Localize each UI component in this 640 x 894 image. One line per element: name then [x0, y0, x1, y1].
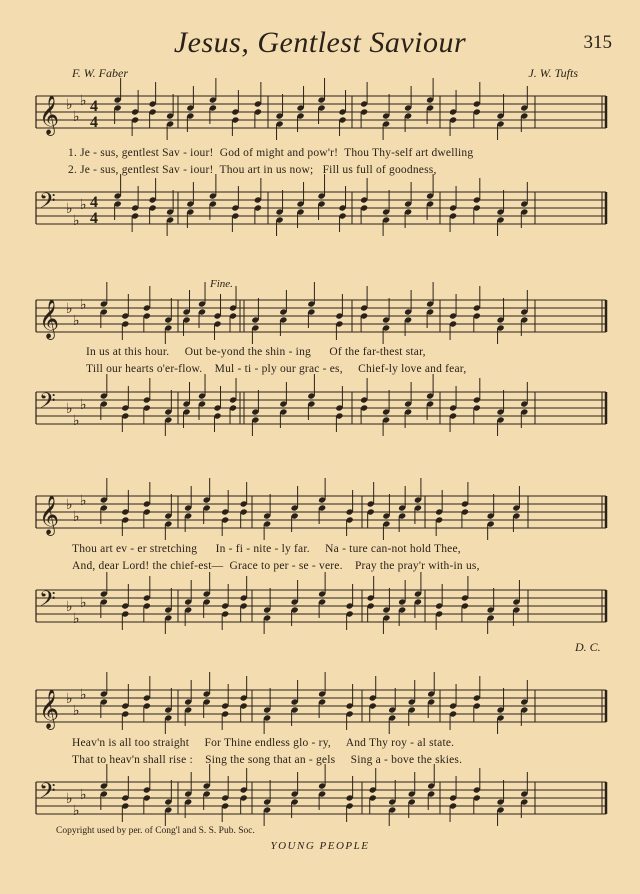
- svg-text:♭: ♭: [66, 97, 73, 113]
- svg-text:♭: ♭: [66, 691, 73, 707]
- treble-staff-system-4: [0, 684, 640, 734]
- music-composer: J. W. Tufts: [528, 66, 578, 80]
- svg-text:4: 4: [90, 210, 98, 227]
- bass-staff-system-4: [0, 776, 640, 826]
- svg-text:𝄞: 𝄞: [39, 495, 60, 535]
- lyric-verse-2-line-2: Till our hearts o'er-flow. Mul - ti - ply our grac - es, Chief-ly love and fear,: [86, 363, 467, 375]
- svg-text:♭: ♭: [66, 497, 73, 513]
- lyric-verse-1-line-4: Heav'n is all too straight For Thine endless glo - ry, And Thy roy - al state.: [72, 737, 455, 749]
- svg-text:4: 4: [90, 114, 98, 131]
- hymn-title: Jesus, Gentlest Saviour: [173, 26, 467, 59]
- svg-text:♭: ♭: [73, 611, 80, 627]
- svg-text:4: 4: [90, 194, 98, 211]
- svg-text:♭: ♭: [80, 493, 87, 509]
- svg-text:𝄞: 𝄞: [39, 689, 60, 729]
- bass-staff-system-3: [0, 584, 640, 634]
- lyric-verse-2-line-3: And, dear Lord! the chief-est— Grace to per - se - vere. Pray the pray'r with-in us,: [72, 560, 480, 572]
- lyric-verse-1-line-3: Thou art ev - er stretching In - fi - nite - ly far. Na - ture can-not hold Thee,: [72, 543, 461, 555]
- svg-text:♭: ♭: [80, 397, 87, 413]
- svg-text:𝄞: 𝄞: [39, 299, 60, 339]
- svg-text:♭: ♭: [80, 197, 87, 213]
- svg-text:♭: ♭: [80, 595, 87, 611]
- bass-staff-system-1: [0, 186, 640, 236]
- da-capo-mark: D. C.: [575, 640, 601, 654]
- svg-text:♭: ♭: [73, 313, 80, 329]
- svg-text:4: 4: [90, 98, 98, 115]
- svg-text:𝄢: 𝄢: [39, 389, 56, 419]
- lyric-verse-1-line-2: In us at this hour. Out be-yond the shin - ing Of the far-thest star,: [86, 346, 426, 358]
- svg-text:𝄢: 𝄢: [39, 779, 56, 809]
- svg-text:♭: ♭: [73, 109, 80, 125]
- svg-text:♭: ♭: [73, 213, 80, 229]
- fine-mark: Fine.: [210, 278, 233, 290]
- svg-text:𝄞: 𝄞: [39, 95, 60, 135]
- treble-staff-system-1: [0, 90, 640, 140]
- svg-text:♭: ♭: [73, 509, 80, 525]
- svg-text:𝄢: 𝄢: [39, 587, 56, 617]
- page-number: 315: [583, 32, 612, 53]
- bass-staff-system-2: [0, 386, 640, 436]
- svg-text:♭: ♭: [80, 93, 87, 109]
- treble-staff-system-3: [0, 490, 640, 540]
- svg-text:𝄢: 𝄢: [39, 189, 56, 219]
- svg-text:♭: ♭: [73, 803, 80, 819]
- svg-text:♭: ♭: [80, 787, 87, 803]
- svg-text:♭: ♭: [66, 201, 73, 217]
- section-footer: YOUNG PEOPLE: [270, 840, 370, 852]
- svg-text:♭: ♭: [66, 599, 73, 615]
- svg-text:♭: ♭: [73, 703, 80, 719]
- svg-text:♭: ♭: [66, 301, 73, 317]
- treble-staff-system-2: [0, 294, 640, 344]
- copyright-note: Copyright used by per. of Cong'l and S. S. Pub. Soc.: [56, 826, 255, 836]
- svg-text:♭: ♭: [66, 791, 73, 807]
- words-author: F. W. Faber: [72, 66, 129, 80]
- lyric-verse-2-line-1: 2. Je - sus, gentlest Sav - iour! Thou art in us now; Fill us full of goodness,: [68, 164, 437, 176]
- svg-text:♭: ♭: [73, 413, 80, 429]
- lyric-verse-2-line-4: That to heav'n shall rise : Sing the song that an - gels Sing a - bove the skies.: [72, 754, 463, 766]
- svg-text:♭: ♭: [66, 401, 73, 417]
- svg-text:♭: ♭: [80, 687, 87, 703]
- lyric-verse-1-line-1: 1. Je - sus, gentlest Sav - iour! God of might and pow'r! Thou Thy-self art dwelling: [68, 147, 474, 159]
- svg-text:♭: ♭: [80, 297, 87, 313]
